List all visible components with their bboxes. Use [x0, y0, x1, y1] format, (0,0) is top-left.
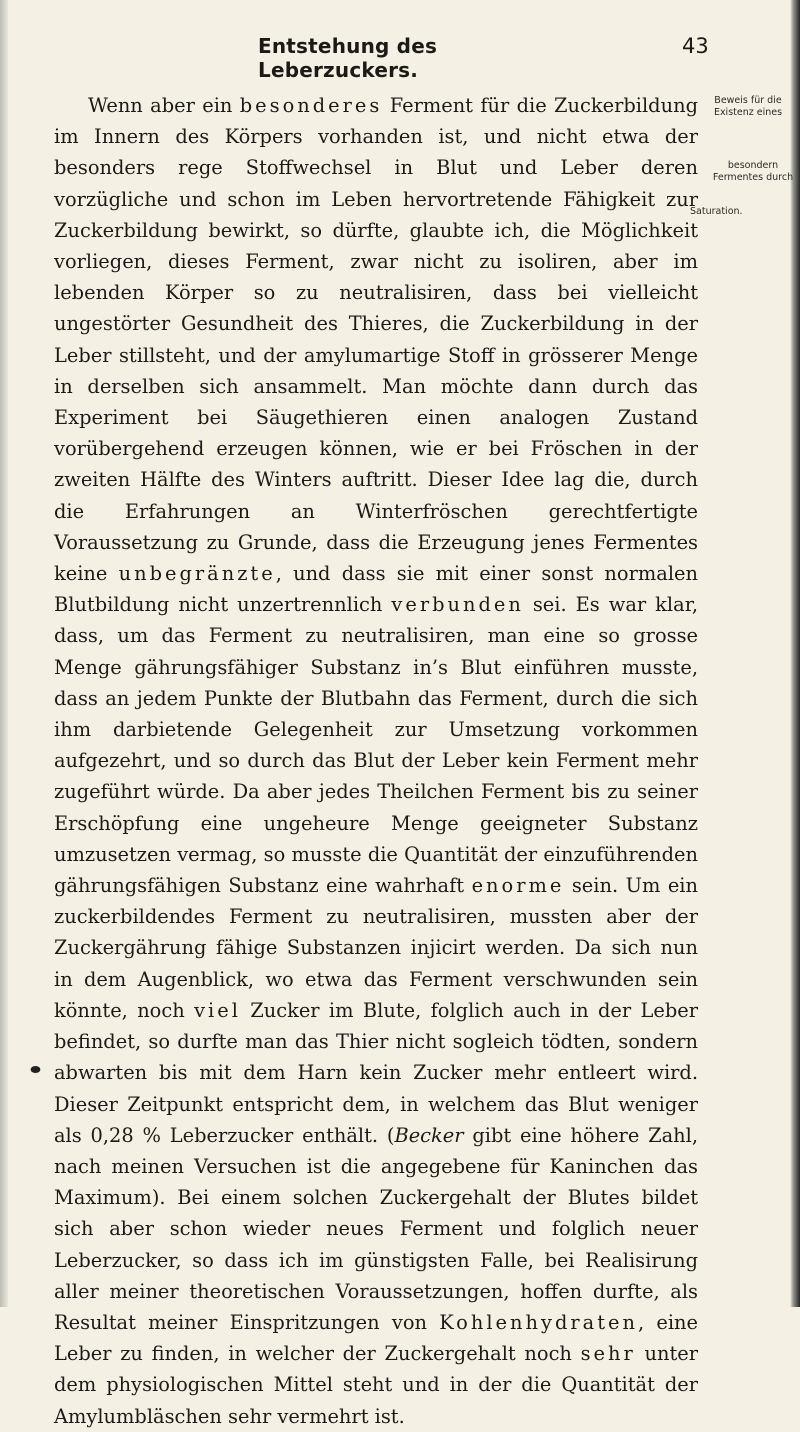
page-number: 43 — [682, 34, 709, 58]
text-run: Wenn aber ein — [88, 94, 240, 117]
margin-mark — [31, 1066, 41, 1073]
text-run: , eine Leber zu finden, in welcher der Zuckergehalt noch — [54, 1310, 698, 1366]
body-text — [54, 90, 698, 1432]
spaced-word: enorme — [471, 874, 565, 898]
spaced-word: Kohlenhydraten — [439, 1310, 638, 1334]
text-run: sei. Es war klar, dass, um das Ferment zu neutralisiren, man eine so grosse Menge gährungsfähiger Substanz in’s Blut einführen musste, dass an jedem Punkte der Blutbahn das Ferment, durch die sich ihm darbietende Gelegenheit zur Umsetzung vorkommen aufgezehrt, und so durch das Blut der Leber kein Ferment mehr zugeführt würde. Da aber jedes Theilchen Ferment bis zu seiner Erschöpfung eine ungeheure Menge geeigneter Substanz umzusetzen vermag, so musste die Quantität der einzuführenden gährungsfähigen Substanz eine wahrhaft — [54, 593, 699, 898]
page-left-edge — [0, 0, 8, 1307]
text-run: Zucker im Blute, folglich auch in der Leber befindet, so durfte man das Thier nicht sogleich tödten, sondern abwarten bis mit dem Harn kein Zucker mehr entleert wird. Dieser Zeitpunkt entspricht dem, in welchem das Blut weniger als 0,28 % Leberzucker enthält. ( — [54, 998, 698, 1147]
margin-note-2: besondern Fermentes durch — [712, 160, 794, 183]
spaced-word: verbunden — [391, 593, 524, 617]
spaced-word: unbegränzte — [118, 562, 276, 586]
margin-note-3: Saturation. — [690, 206, 743, 217]
margin-note-1: Beweis für die Existenz eines — [713, 95, 783, 118]
page-right-edge — [790, 0, 800, 1307]
spaced-word: viel — [194, 998, 241, 1022]
text-run: sein. Um ein zuckerbildendes Ferment zu neutralisiren, mussten aber der Zuckergährung fähige Substanzen injicirt werden. Da sich nun in dem Augenblick, wo etwa das Ferment verschwunden sein könnte, noch — [54, 874, 698, 1022]
paragraph — [54, 90, 698, 1432]
spaced-word: sehr — [580, 1342, 636, 1366]
text-run: Ferment für die Zuckerbildung im Innern des Körpers vorhanden ist, und nicht etwa der besonders rege Stoffwechsel in Blut und Leber deren vorzügliche und schon im Leben hervortretende Fähigkeit zur Zuckerbildung bewirkt, so dürfte, glaubte ich, die Möglichkeit vorliegen, dieses Ferment, zwar nicht zu isoliren, aber im lebenden Körper so zu neutralisiren, dass bei vielleicht ungestörter Gesundheit des Thieres, die Zuckerbildung in der Leber stillsteht, und der amylumartige Stoff in grösserer Menge in derselben sich ansammelt. Man möchte dann durch das Experiment bei Säugethieren einen analogen Zustand vorübergehend erzeugen können, wie er bei Fröschen in der zweiten Hälfte des Winters auftritt. Dieser Idee lag die, durch die Erfahrungen an Winterfröschen gerechtfertigte Voraussetzung zu Grunde, dass die Erzeugung jenes Fermentes keine — [54, 94, 698, 586]
text-run: gibt eine höhere Zahl, nach meinen Versuchen ist die angegebene für Kaninchen das Maximum). Bei einem solchen Zuckergehalt der Blutes bildet sich aber schon wieder neues Ferment und folglich neuer Leberzucker, so dass ich im günstigsten Falle, bei Realisirung aller meiner theoretischen Voraussetzungen, hoffen durfte, als Resultat meiner Einspritzungen von — [54, 1123, 698, 1334]
author-name: Becker — [394, 1123, 464, 1147]
text-run: , und dass sie mit einer sonst normalen Blutbildung nicht unzertrennlich — [54, 562, 698, 617]
text-run: unter dem physiologischen Mittel steht und in der die Quantität der Amylumbläschen sehr vermehrt ist. — [54, 1342, 698, 1428]
running-title: Entstehung des Leberzuckers. — [258, 34, 438, 82]
spaced-word: besonderes — [239, 94, 383, 117]
